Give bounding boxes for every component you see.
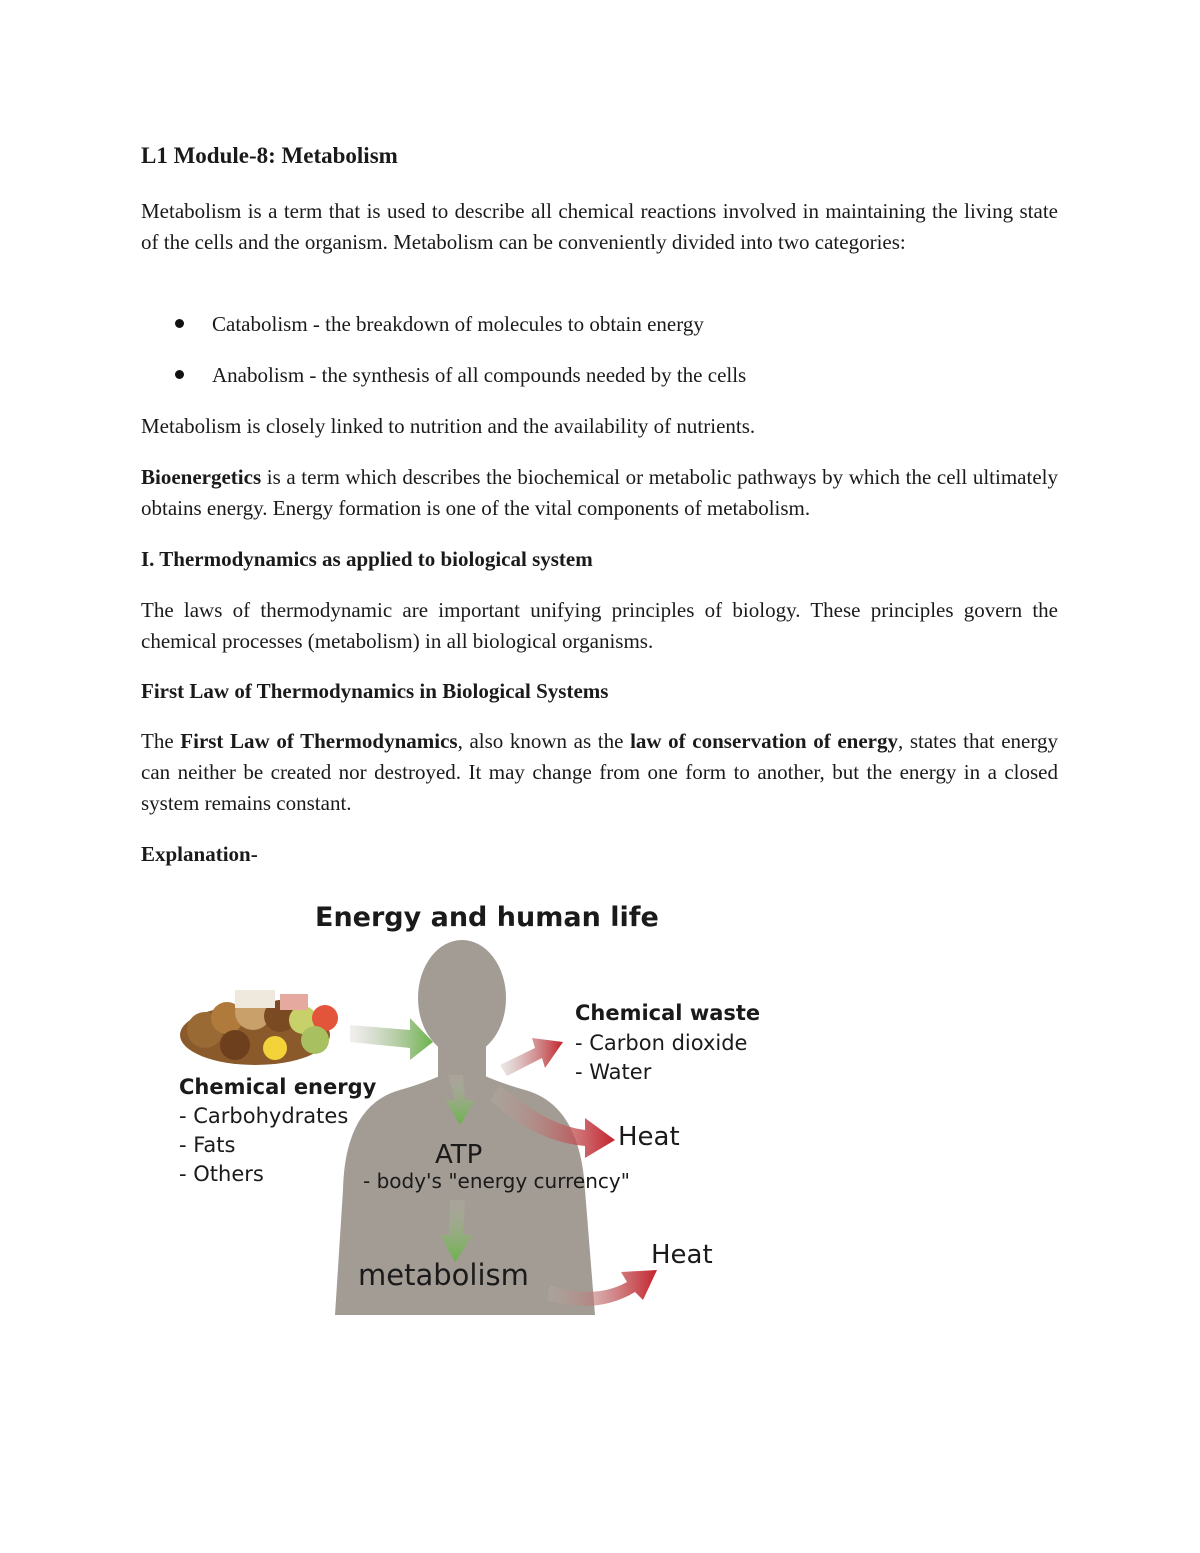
metabolism-label: metabolism — [358, 1258, 529, 1292]
energy-item-carbohydrates: - Carbohydrates — [179, 1104, 349, 1128]
intro-paragraph: Metabolism is a term that is used to describe all chemical reactions involved in maintaining the living state of the cells and the organism. Metabolism can be conveniently divided into two categories: — [141, 199, 1058, 254]
first-law-heading: First Law of Thermodynamics in Biological Systems — [141, 679, 609, 703]
atp-label: ATP — [435, 1140, 483, 1170]
page-title: L1 Module-8: Metabolism — [141, 143, 398, 168]
bioenergetics-paragraph: Bioenergetics is a term which describes the biochemical or metabolic pathways by which the cell ultimately obtains energy. Energy formation is one of the vital components of metabolism. — [141, 465, 1058, 520]
arrow-food-to-body — [350, 1018, 433, 1060]
energy-item-fats: - Fats — [179, 1133, 236, 1157]
first-law-paragraph: The First Law of Thermodynamics, also known as the law of conservation of energy, states that energy can neither be created nor destroyed. It may change from one form to another, but the energy in a closed system remains constant. — [141, 729, 1058, 815]
bioenergetics-term: Bioenergetics — [141, 465, 262, 489]
bullet-icon — [175, 319, 184, 328]
explanation-label: Explanation- — [141, 842, 258, 866]
nutrition-paragraph: Metabolism is closely linked to nutrition and the availability of nutrients. — [141, 414, 756, 438]
heat-label-1: Heat — [618, 1122, 680, 1152]
waste-item-water: - Water — [575, 1060, 652, 1084]
bullet-icon — [175, 370, 184, 379]
heat-label-2: Heat — [651, 1240, 713, 1270]
figure-title: Energy and human life — [315, 902, 659, 933]
category-list — [141, 309, 746, 411]
list-item: Anabolism - the synthesis of all compounds needed by the cells — [141, 360, 746, 411]
chemical-waste-label: Chemical waste — [575, 1001, 761, 1025]
list-item: Catabolism - the breakdown of molecules to obtain energy — [141, 309, 746, 360]
energy-diagram — [165, 890, 785, 1315]
chemical-energy-label: Chemical energy — [179, 1075, 377, 1099]
food-image — [180, 990, 338, 1065]
waste-item-co2: - Carbon dioxide — [575, 1031, 748, 1055]
atp-sub-label: - body's "energy currency" — [363, 1169, 630, 1193]
energy-item-others: - Others — [179, 1162, 264, 1186]
section1-heading: I. Thermodynamics as applied to biological system — [141, 547, 593, 571]
section1-paragraph: The laws of thermodynamic are important unifying principles of biology. These principles govern the chemical processes (metabolism) in all biological organisms. — [141, 598, 1058, 653]
